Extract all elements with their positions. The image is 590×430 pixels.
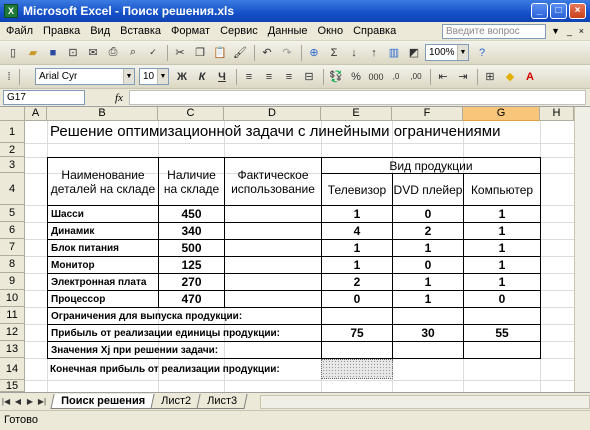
hyperlink-icon[interactable]: ⊕ bbox=[309, 47, 319, 59]
spelling-icon[interactable]: ✓ bbox=[149, 47, 157, 57]
row-header-4[interactable]: 4 bbox=[0, 173, 25, 205]
sort-ascending-icon[interactable]: ↓ bbox=[351, 46, 357, 59]
dropdown-arrow-icon[interactable]: ▼ bbox=[551, 26, 560, 36]
constraint-dvd[interactable] bbox=[392, 307, 464, 325]
part-dvd[interactable]: 1 bbox=[392, 290, 464, 308]
open-folder-icon[interactable]: ▰ bbox=[28, 47, 38, 59]
part-stock[interactable]: 340 bbox=[158, 222, 225, 240]
doc-minimize-button[interactable]: _ bbox=[566, 26, 572, 36]
xj-pc[interactable] bbox=[463, 341, 541, 359]
align-center-icon[interactable]: ≡ bbox=[265, 70, 273, 83]
header-pc: Компьютер bbox=[463, 173, 541, 206]
print-preview-icon[interactable]: ⌕ bbox=[129, 46, 137, 58]
part-actual[interactable] bbox=[224, 290, 322, 308]
email-icon[interactable]: ✉ bbox=[88, 47, 98, 59]
part-pc[interactable]: 1 bbox=[463, 239, 541, 257]
standard-toolbar bbox=[0, 41, 590, 65]
menu-help[interactable]: Справка bbox=[353, 25, 397, 37]
part-actual[interactable] bbox=[224, 239, 322, 257]
part-pc[interactable]: 1 bbox=[463, 256, 541, 274]
part-pc[interactable]: 0 bbox=[463, 290, 541, 308]
save-icon[interactable]: ■ bbox=[49, 46, 57, 59]
status-bar bbox=[0, 410, 590, 430]
sheet-tab-bar bbox=[0, 392, 590, 410]
row-header-14[interactable]: 14 bbox=[0, 358, 25, 380]
zoom-value: 100% bbox=[429, 47, 455, 58]
window-title: Microsoft Excel - Поиск решения.xls bbox=[23, 4, 235, 18]
part-tv[interactable]: 1 bbox=[321, 256, 393, 274]
constraint-tv[interactable] bbox=[321, 307, 393, 325]
chevron-down-icon: ▼ bbox=[157, 69, 168, 84]
tab-label: Лист3 bbox=[207, 395, 238, 407]
tab-sheet2[interactable] bbox=[150, 394, 201, 409]
align-left-icon[interactable]: ≡ bbox=[245, 70, 253, 83]
tab-label: Поиск решения bbox=[61, 395, 146, 407]
part-actual[interactable] bbox=[224, 256, 322, 274]
column-header-e[interactable]: E bbox=[321, 107, 392, 121]
column-header-f[interactable]: F bbox=[392, 107, 463, 121]
undo-icon[interactable]: ↶ bbox=[262, 47, 272, 59]
row-header-1[interactable]: 1 bbox=[0, 121, 25, 143]
part-pc[interactable]: 1 bbox=[463, 222, 541, 240]
font-size-value: 10 bbox=[143, 71, 155, 82]
header-product-kind: Вид продукции bbox=[321, 157, 541, 174]
tab-sheet3[interactable] bbox=[196, 394, 247, 409]
profit-label: Прибыль от реализации единицы продукции: bbox=[47, 324, 322, 342]
font-color-picker-icon[interactable]: ⁞ bbox=[7, 70, 11, 83]
part-tv[interactable]: 4 bbox=[321, 222, 393, 240]
part-actual[interactable] bbox=[224, 205, 322, 223]
bold-button[interactable]: Ж bbox=[177, 70, 187, 83]
drawing-icon[interactable]: ◩ bbox=[408, 47, 420, 59]
worksheet[interactable] bbox=[0, 107, 590, 392]
row-header-13[interactable]: 13 bbox=[0, 341, 25, 358]
part-actual[interactable] bbox=[224, 273, 322, 291]
profit-dvd[interactable]: 30 bbox=[392, 324, 464, 342]
last-sheet-icon[interactable]: ▶| bbox=[37, 396, 47, 406]
part-tv[interactable]: 1 bbox=[321, 205, 393, 223]
currency-icon[interactable]: 💱 bbox=[329, 71, 343, 83]
chart-wizard-icon[interactable]: ▥ bbox=[388, 47, 400, 59]
next-sheet-icon[interactable]: ▶ bbox=[26, 396, 34, 406]
chevron-down-icon: ▼ bbox=[123, 69, 134, 84]
part-tv[interactable]: 0 bbox=[321, 290, 393, 308]
merge-center-icon[interactable]: ⊟ bbox=[304, 71, 314, 83]
italic-button[interactable]: К bbox=[198, 70, 206, 83]
menu-window[interactable]: Окно bbox=[317, 25, 344, 37]
part-name[interactable]: Блок питания bbox=[47, 239, 159, 257]
prev-sheet-icon[interactable]: ◀ bbox=[14, 396, 22, 406]
part-pc[interactable]: 1 bbox=[463, 205, 541, 223]
column-header-d[interactable]: D bbox=[224, 107, 321, 121]
horizontal-scrollbar[interactable] bbox=[260, 395, 590, 409]
percent-icon[interactable]: % bbox=[351, 70, 361, 83]
zoom-select[interactable] bbox=[425, 44, 469, 61]
increase-indent-icon[interactable]: ⇥ bbox=[458, 71, 468, 83]
part-tv[interactable]: 2 bbox=[321, 273, 393, 291]
column-header-a[interactable]: A bbox=[25, 107, 47, 121]
minimize-button[interactable]: _ bbox=[531, 3, 548, 19]
row-header-8[interactable]: 8 bbox=[0, 256, 25, 273]
part-pc[interactable]: 1 bbox=[463, 273, 541, 291]
tab-label: Лист2 bbox=[161, 395, 192, 407]
xj-tv[interactable] bbox=[321, 341, 393, 359]
menu-file[interactable]: Файл bbox=[6, 25, 34, 37]
close-button[interactable]: × bbox=[569, 3, 586, 19]
menu-edit[interactable]: Правка bbox=[43, 25, 81, 37]
part-actual[interactable] bbox=[224, 222, 322, 240]
styles-icon[interactable] bbox=[23, 68, 33, 86]
menu-format[interactable]: Формат bbox=[171, 25, 211, 37]
align-right-icon[interactable]: ≡ bbox=[285, 70, 293, 83]
font-name-select[interactable] bbox=[35, 68, 135, 85]
permission-icon[interactable]: ⊡ bbox=[68, 47, 78, 59]
fill-color-icon[interactable]: ◆ bbox=[505, 71, 515, 83]
row-header-2[interactable]: 2 bbox=[0, 143, 25, 157]
excel-icon: X bbox=[4, 4, 18, 18]
menu-data[interactable]: Данные bbox=[267, 25, 308, 37]
header-dvd: DVD плейер bbox=[392, 173, 464, 206]
part-dvd[interactable]: 0 bbox=[392, 205, 464, 223]
part-stock[interactable]: 470 bbox=[158, 290, 225, 308]
new-file-icon[interactable]: ▯ bbox=[9, 47, 17, 59]
part-stock[interactable]: 125 bbox=[158, 256, 225, 274]
decrease-indent-icon[interactable]: ⇤ bbox=[438, 71, 448, 83]
select-all-corner[interactable] bbox=[0, 107, 25, 121]
underline-button[interactable]: Ч bbox=[218, 70, 226, 83]
formatting-toolbar bbox=[0, 65, 590, 89]
profit-tv[interactable]: 75 bbox=[321, 324, 393, 342]
part-dvd[interactable]: 0 bbox=[392, 256, 464, 274]
first-sheet-icon[interactable]: |◀ bbox=[1, 396, 11, 406]
vertical-scrollbar[interactable] bbox=[574, 107, 590, 392]
decrease-decimal-icon[interactable]: ,00 bbox=[410, 72, 422, 81]
part-name[interactable]: Динамик bbox=[47, 222, 159, 240]
part-stock[interactable]: 450 bbox=[158, 205, 225, 223]
part-dvd[interactable]: 1 bbox=[392, 239, 464, 257]
font-size-select[interactable] bbox=[139, 68, 169, 85]
row-header-5[interactable]: 5 bbox=[0, 205, 25, 222]
row-header-6[interactable]: 6 bbox=[0, 222, 25, 239]
font-name-value: Arial Cyr bbox=[39, 71, 78, 82]
title-bar bbox=[0, 0, 590, 22]
formula-bar bbox=[0, 89, 590, 107]
part-name[interactable]: Шасси bbox=[47, 205, 159, 223]
help-search-input[interactable]: Введите вопрос bbox=[442, 24, 546, 39]
copy-icon[interactable]: ❐ bbox=[195, 47, 205, 59]
column-header-h[interactable]: H bbox=[540, 107, 574, 121]
part-name[interactable]: Монитор bbox=[47, 256, 159, 274]
final-profit-label: Конечная прибыль от реализации продукции: bbox=[50, 363, 280, 375]
xj-label: Значения Xj при решении задачи: bbox=[47, 341, 322, 359]
redo-icon[interactable]: ↷ bbox=[282, 47, 292, 59]
part-dvd[interactable]: 1 bbox=[392, 273, 464, 291]
fx-icon[interactable]: fx bbox=[115, 91, 123, 104]
row-header-15[interactable]: 15 bbox=[0, 380, 25, 392]
doc-close-button[interactable]: × bbox=[578, 26, 584, 36]
menu-insert[interactable]: Вставка bbox=[120, 25, 162, 37]
cut-icon[interactable]: ✂ bbox=[175, 47, 185, 59]
part-tv[interactable]: 1 bbox=[321, 239, 393, 257]
borders-icon[interactable]: ⊞ bbox=[485, 71, 495, 83]
name-box[interactable] bbox=[3, 90, 85, 105]
part-name[interactable]: Процессор bbox=[47, 290, 159, 308]
menu-bar bbox=[0, 22, 590, 41]
font-color-icon[interactable]: A bbox=[526, 70, 534, 83]
header-actual-use: Фактическое использование bbox=[224, 157, 322, 206]
status-text: Готово bbox=[4, 414, 38, 426]
profit-pc[interactable]: 55 bbox=[463, 324, 541, 342]
increase-decimal-icon[interactable]: ,0 bbox=[392, 72, 400, 81]
constraint-pc[interactable] bbox=[463, 307, 541, 325]
row-header-3[interactable]: 3 bbox=[0, 157, 25, 173]
part-dvd[interactable]: 2 bbox=[392, 222, 464, 240]
autosum-icon[interactable]: Σ bbox=[330, 46, 338, 59]
header-stock: Наличие на складе bbox=[158, 157, 225, 206]
column-header-g[interactable]: G bbox=[463, 107, 540, 121]
constraints-label: Ограничения для выпуска продукции: bbox=[47, 307, 322, 325]
paste-icon[interactable]: 📋 bbox=[213, 47, 227, 59]
menu-tools[interactable]: Сервис bbox=[220, 25, 258, 37]
final-profit-cell[interactable] bbox=[321, 359, 393, 379]
cell-reference: G17 bbox=[7, 92, 26, 103]
header-parts: Наименование деталей на складе bbox=[47, 157, 159, 206]
xj-dvd[interactable] bbox=[392, 341, 464, 359]
format-painter-icon[interactable]: 🖌 bbox=[233, 47, 247, 59]
column-header-c[interactable]: C bbox=[158, 107, 224, 121]
column-header-b[interactable]: B bbox=[47, 107, 158, 121]
sheet-title: Решение оптимизационной задачи с линейными ограничениями bbox=[50, 123, 501, 140]
row-header-10[interactable]: 10 bbox=[0, 290, 25, 307]
maximize-button[interactable]: □ bbox=[550, 3, 567, 19]
row-header-9[interactable]: 9 bbox=[0, 273, 25, 290]
row-header-7[interactable]: 7 bbox=[0, 239, 25, 256]
row-header-12[interactable]: 12 bbox=[0, 324, 25, 341]
row-header-11[interactable]: 11 bbox=[0, 307, 25, 324]
header-tv: Телевизор bbox=[321, 173, 393, 206]
part-name[interactable]: Электронная плата bbox=[47, 273, 159, 291]
part-stock[interactable]: 500 bbox=[158, 239, 225, 257]
part-stock[interactable]: 270 bbox=[158, 273, 225, 291]
print-icon[interactable]: ⎙ bbox=[108, 46, 118, 58]
help-icon[interactable]: ? bbox=[478, 46, 486, 59]
thousands-icon[interactable]: 000 bbox=[368, 71, 384, 82]
sort-descending-icon[interactable]: ↑ bbox=[371, 46, 377, 59]
formula-input[interactable] bbox=[129, 90, 586, 105]
menu-view[interactable]: Вид bbox=[90, 25, 111, 37]
chevron-down-icon: ▼ bbox=[457, 45, 468, 60]
tab-search-solution[interactable] bbox=[50, 394, 155, 409]
